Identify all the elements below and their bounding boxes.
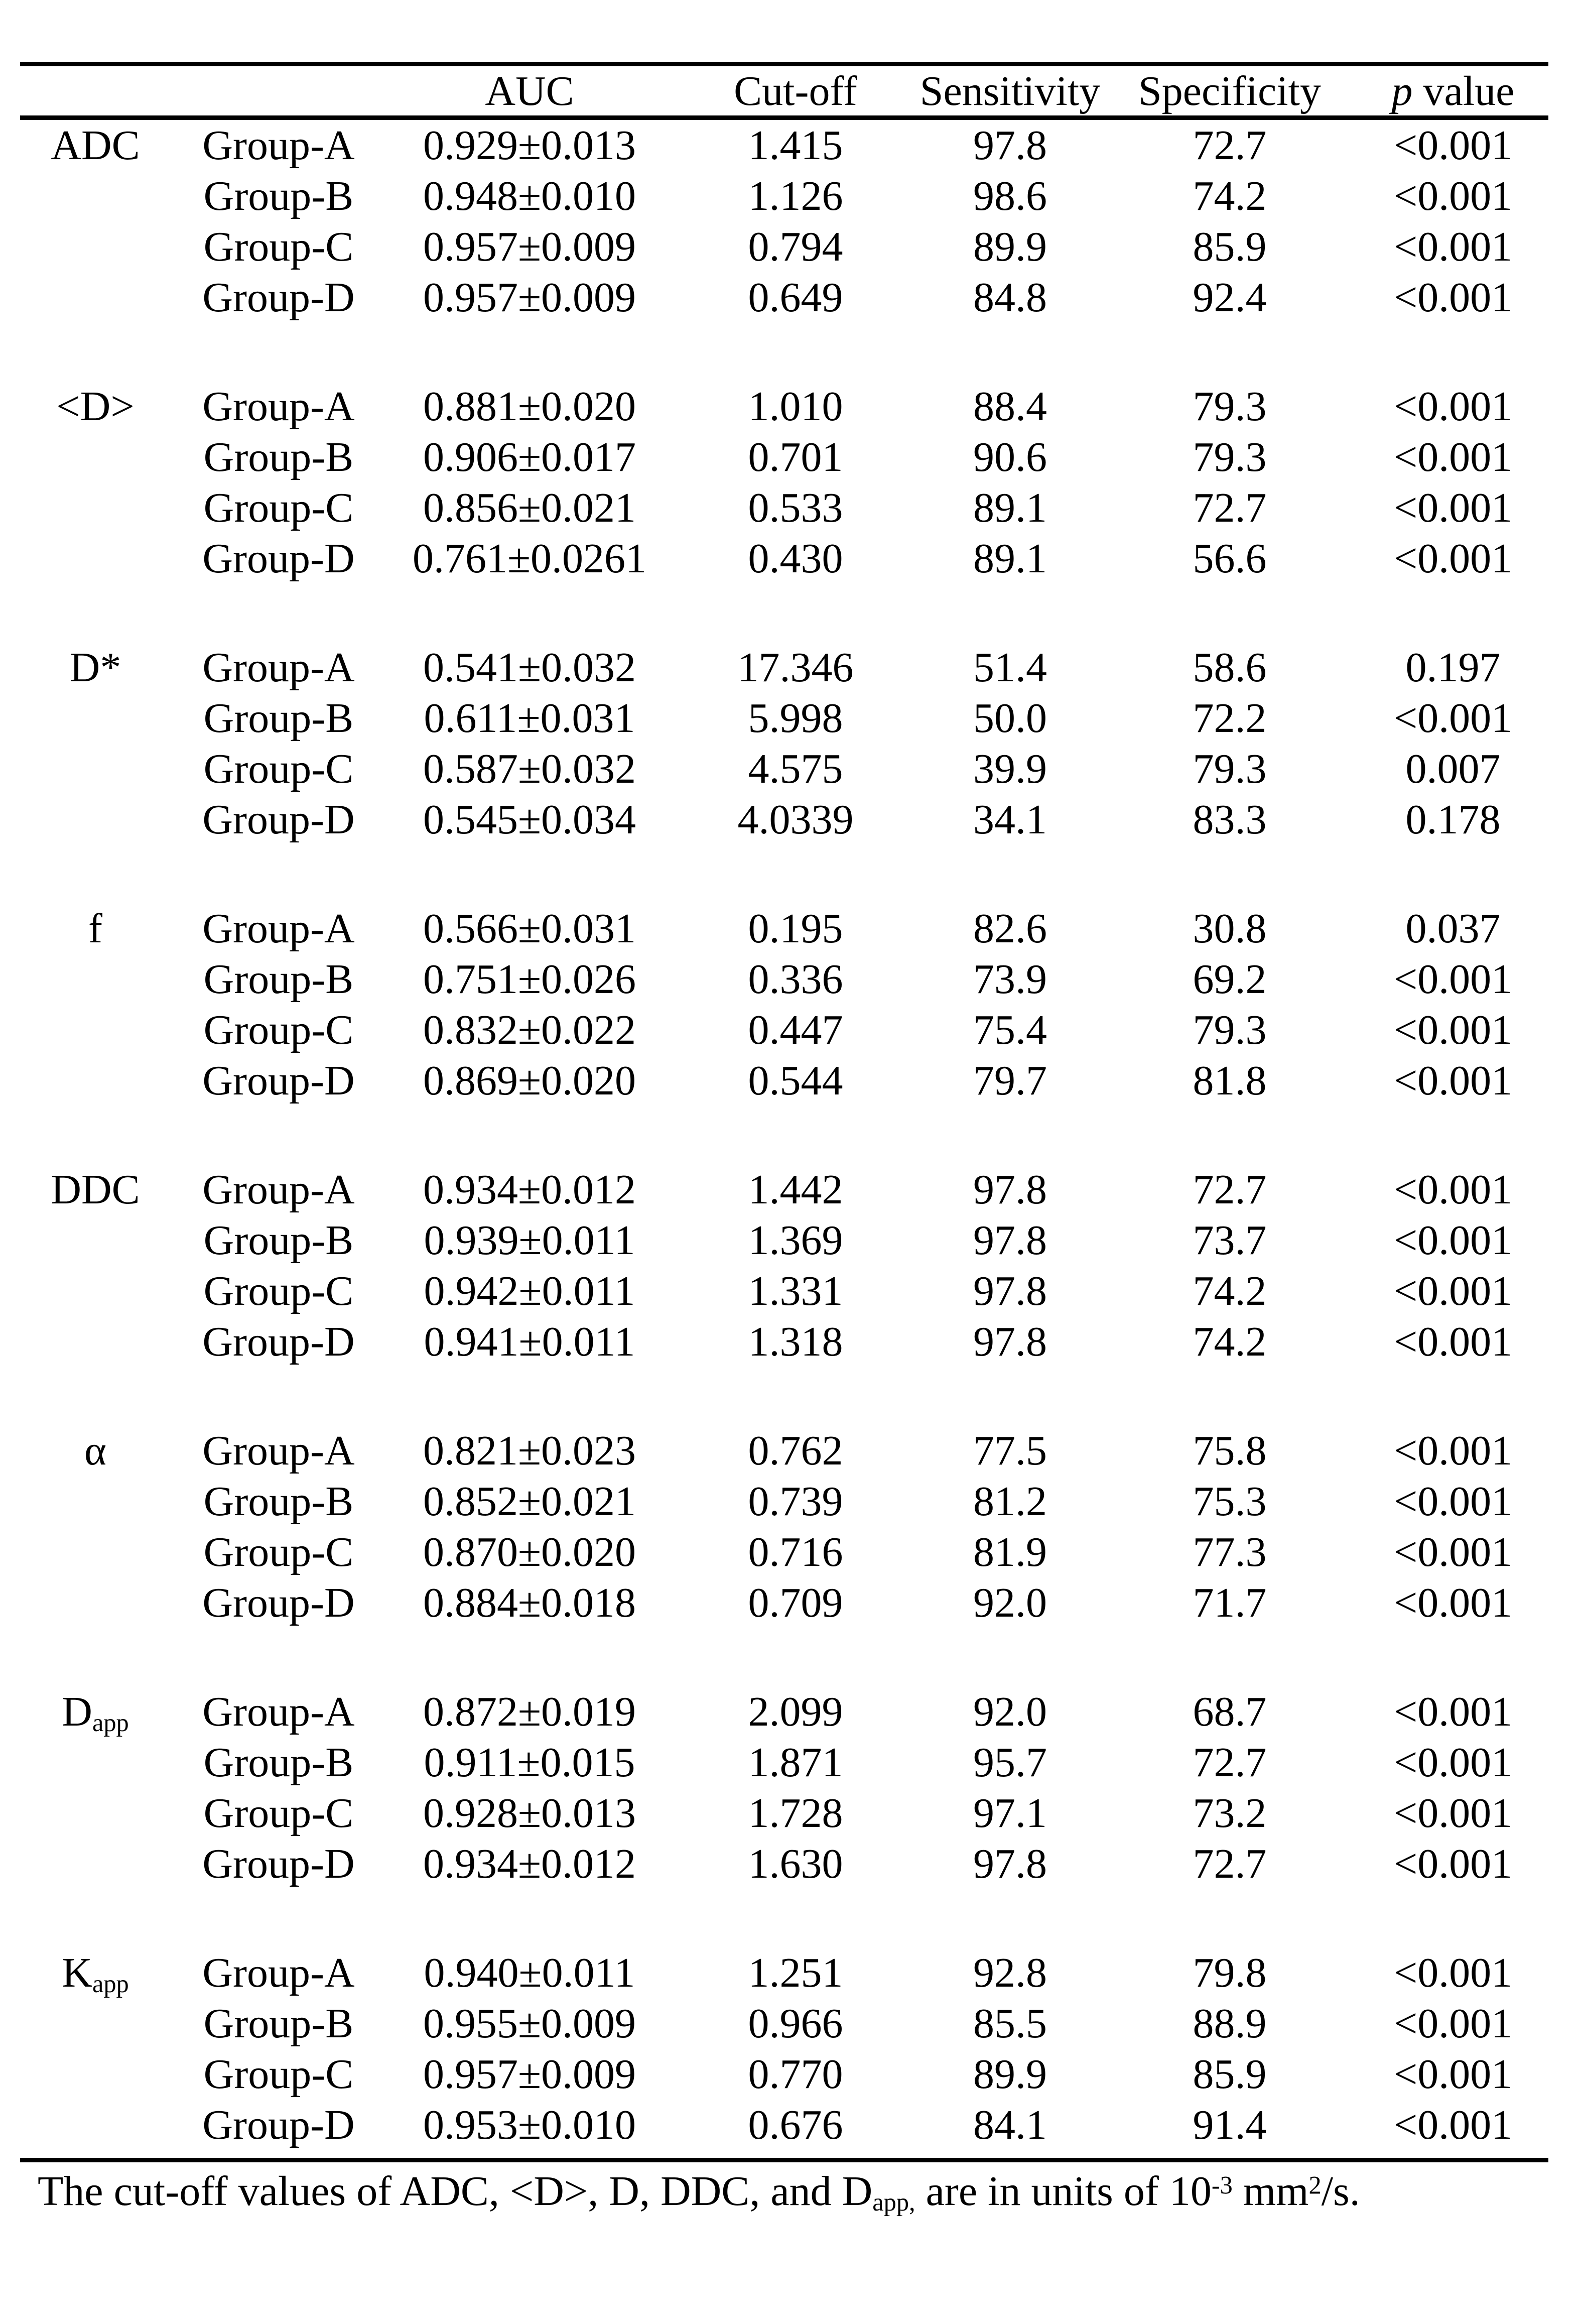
param-label [20, 1426, 171, 1475]
cutoff-cell: 0.794 [748, 223, 843, 270]
auc-cell: 0.869±0.020 [423, 1057, 636, 1104]
specificity-cell: 68.7 [1193, 1688, 1267, 1735]
p-cell: <0.001 [1393, 434, 1513, 480]
specificity-cell: 77.3 [1193, 1529, 1267, 1575]
p-cell: <0.001 [1393, 383, 1513, 430]
group-cell: Group-A [202, 905, 355, 952]
p-cell: <0.001 [1393, 1739, 1513, 1786]
param-label [20, 1165, 171, 1214]
cutoff-cell: 0.709 [748, 1579, 843, 1626]
p-cell: <0.001 [1393, 1166, 1513, 1213]
param-label [20, 1948, 171, 1997]
sensitivity-cell: 84.8 [973, 274, 1047, 321]
p-cell: <0.001 [1393, 1268, 1513, 1314]
specificity-cell: 79.3 [1193, 746, 1267, 792]
footnote-exp-minus3: -3 [1211, 2171, 1233, 2199]
group-cell: Group-B [203, 434, 354, 480]
specificity-cell: 72.7 [1193, 484, 1267, 531]
auc-cell: 0.939±0.011 [424, 1217, 635, 1264]
cutoff-cell: 4.0339 [737, 796, 854, 843]
sensitivity-cell: 95.7 [973, 1739, 1047, 1786]
auc-cell: 0.911±0.015 [424, 1739, 635, 1786]
specificity-cell: 71.7 [1193, 1579, 1267, 1626]
table-row [20, 693, 1548, 744]
specificity-cell: 72.7 [1193, 1166, 1267, 1213]
group-cell: Group-A [202, 1688, 355, 1735]
table-row [20, 954, 1548, 1005]
cutoff-cell: 1.126 [748, 173, 843, 219]
cutoff-cell: 1.251 [748, 1949, 843, 1996]
sensitivity-cell: 89.1 [973, 484, 1047, 531]
cutoff-cell: 17.346 [737, 644, 854, 691]
auc-cell: 0.955±0.009 [423, 2000, 636, 2047]
auc-cell: 0.856±0.021 [423, 484, 636, 531]
table-row [20, 794, 1548, 845]
p-cell: 0.197 [1405, 644, 1501, 691]
table-row [20, 482, 1548, 533]
p-italic: p [1391, 67, 1413, 114]
sensitivity-cell: 88.4 [973, 383, 1047, 430]
specificity-cell: 83.3 [1193, 796, 1267, 843]
table-row [20, 2049, 1548, 2100]
param-label [20, 382, 171, 431]
auc-cell: 0.881±0.020 [423, 383, 636, 430]
col-header-cutoff: Cut-off [734, 67, 857, 114]
block-gap [20, 584, 1548, 642]
sensitivity-cell: 89.9 [973, 223, 1047, 270]
specificity-cell: 92.4 [1193, 274, 1267, 321]
group-cell: Group-A [202, 1427, 355, 1474]
sensitivity-cell: 97.8 [973, 1217, 1047, 1264]
table-row [20, 642, 1548, 693]
auc-cell: 0.821±0.023 [423, 1427, 636, 1474]
specificity-cell: 74.2 [1193, 1268, 1267, 1314]
p-cell: 0.178 [1405, 796, 1501, 843]
p-cell: <0.001 [1393, 1427, 1513, 1474]
group-cell: Group-C [203, 1007, 354, 1053]
table-row [20, 171, 1548, 221]
footnote-part4: /s. [1321, 2168, 1360, 2215]
cutoff-cell: 1.010 [748, 383, 843, 430]
group-cell: Group-C [203, 2051, 354, 2098]
cutoff-cell: 2.099 [748, 1688, 843, 1735]
sensitivity-cell: 97.8 [973, 1841, 1047, 1887]
col-header-auc: AUC [485, 67, 574, 114]
group-cell: Group-C [203, 1790, 354, 1837]
param-label [20, 1687, 171, 1736]
specificity-cell: 75.3 [1193, 1478, 1267, 1525]
table-row [20, 1947, 1548, 1998]
auc-cell: 0.941±0.011 [424, 1318, 635, 1365]
param-base: DDC [51, 1166, 140, 1213]
specificity-cell: 79.8 [1193, 1949, 1267, 1996]
p-cell: <0.001 [1393, 1529, 1513, 1575]
p-cell: <0.001 [1393, 1579, 1513, 1626]
table-bottom-rule [20, 2158, 1548, 2162]
block-gap [20, 1889, 1548, 1947]
auc-cell: 0.940±0.011 [424, 1949, 635, 1996]
auc-cell: 0.870±0.020 [423, 1529, 636, 1575]
specificity-cell: 91.4 [1193, 2102, 1267, 2148]
table-header-row [20, 66, 1548, 115]
group-cell: Group-D [202, 535, 355, 582]
col-header-specificity: Specificity [1138, 67, 1321, 114]
p-cell: <0.001 [1393, 122, 1513, 169]
p-cell: <0.001 [1393, 2051, 1513, 2098]
sensitivity-cell: 75.4 [973, 1007, 1047, 1053]
group-cell: Group-C [203, 1529, 354, 1575]
specificity-cell: 85.9 [1193, 223, 1267, 270]
table-row [20, 1737, 1548, 1788]
group-cell: Group-C [203, 223, 354, 270]
auc-cell: 0.942±0.011 [424, 1268, 635, 1314]
auc-cell: 0.934±0.012 [423, 1166, 636, 1213]
cutoff-cell: 0.195 [748, 905, 843, 952]
p-cell: <0.001 [1393, 1790, 1513, 1837]
param-base: K [62, 1949, 92, 1996]
specificity-cell: 79.3 [1193, 383, 1267, 430]
specificity-cell: 74.2 [1193, 173, 1267, 219]
auc-cell: 0.957±0.009 [423, 2051, 636, 2098]
param-label [20, 643, 171, 692]
specificity-cell: 69.2 [1193, 956, 1267, 1003]
sensitivity-cell: 89.9 [973, 2051, 1047, 2098]
group-cell: Group-A [202, 644, 355, 691]
cutoff-cell: 0.966 [748, 2000, 843, 2047]
group-cell: Group-D [202, 1579, 355, 1626]
param-base: D* [69, 644, 121, 691]
p-cell: 0.037 [1405, 905, 1501, 952]
specificity-cell: 73.7 [1193, 1217, 1267, 1264]
auc-cell: 0.957±0.009 [423, 274, 636, 321]
group-cell: Group-B [203, 1739, 354, 1786]
group-cell: Group-C [203, 1268, 354, 1314]
sensitivity-cell: 89.1 [973, 535, 1047, 582]
specificity-cell: 85.9 [1193, 2051, 1267, 2098]
group-cell: Group-A [202, 1949, 355, 1996]
p-cell: <0.001 [1393, 535, 1513, 582]
sensitivity-cell: 39.9 [973, 746, 1047, 792]
auc-cell: 0.957±0.009 [423, 223, 636, 270]
p-cell: <0.001 [1393, 173, 1513, 219]
table-row [20, 1005, 1548, 1055]
group-cell: Group-B [203, 695, 354, 742]
table-row [20, 120, 1548, 171]
cutoff-cell: 0.649 [748, 274, 843, 321]
sensitivity-cell: 97.1 [973, 1790, 1047, 1837]
cutoff-cell: 0.716 [748, 1529, 843, 1575]
param-subscript: app [92, 1708, 129, 1737]
block-gap [20, 845, 1548, 903]
specificity-cell: 72.7 [1193, 1739, 1267, 1786]
auc-cell: 0.872±0.019 [423, 1688, 636, 1735]
cutoff-cell: 1.630 [748, 1841, 843, 1887]
group-cell: Group-B [203, 173, 354, 219]
table-row [20, 1788, 1548, 1839]
param-base: α [84, 1427, 106, 1474]
p-cell: <0.001 [1393, 2102, 1513, 2148]
group-cell: Group-D [202, 2102, 355, 2148]
table-row [20, 1527, 1548, 1577]
auc-cell: 0.929±0.013 [423, 122, 636, 169]
specificity-cell: 88.9 [1193, 2000, 1267, 2047]
auc-cell: 0.541±0.032 [423, 644, 636, 691]
sensitivity-cell: 79.7 [973, 1057, 1047, 1104]
table-row [20, 1055, 1548, 1106]
block-gap [20, 1367, 1548, 1425]
cutoff-cell: 1.415 [748, 122, 843, 169]
cutoff-cell: 0.447 [748, 1007, 843, 1053]
param-base: ADC [51, 122, 140, 169]
specificity-cell: 73.2 [1193, 1790, 1267, 1837]
cutoff-cell: 0.336 [748, 956, 843, 1003]
specificity-cell: 75.8 [1193, 1427, 1267, 1474]
table-row [20, 1839, 1548, 1889]
auc-cell: 0.545±0.034 [423, 796, 636, 843]
cutoff-cell: 0.430 [748, 535, 843, 582]
auc-cell: 0.928±0.013 [423, 1790, 636, 1837]
table-row [20, 1425, 1548, 1476]
group-cell: Group-B [203, 1478, 354, 1525]
table-row [20, 1998, 1548, 2049]
footnote-part2: are in units of 10 [915, 2168, 1212, 2215]
cutoff-cell: 0.739 [748, 1478, 843, 1525]
table-row [20, 1316, 1548, 1367]
group-cell: Group-B [203, 1217, 354, 1264]
p-cell: <0.001 [1393, 1217, 1513, 1264]
group-cell: Group-D [202, 1057, 355, 1104]
sensitivity-cell: 50.0 [973, 695, 1047, 742]
p-cell: <0.001 [1393, 1841, 1513, 1887]
sensitivity-cell: 73.9 [973, 956, 1047, 1003]
cutoff-cell: 1.728 [748, 1790, 843, 1837]
p-cell: <0.001 [1393, 1478, 1513, 1525]
group-cell: Group-A [202, 383, 355, 430]
specificity-cell: 72.7 [1193, 122, 1267, 169]
cutoff-cell: 1.331 [748, 1268, 843, 1314]
table-row [20, 1476, 1548, 1527]
table-row [20, 903, 1548, 954]
auc-cell: 0.751±0.026 [423, 956, 636, 1003]
group-cell: Group-B [203, 956, 354, 1003]
p-cell: <0.001 [1393, 1007, 1513, 1053]
table-row [20, 432, 1548, 482]
sensitivity-cell: 34.1 [973, 796, 1047, 843]
sensitivity-cell: 97.8 [973, 1268, 1047, 1314]
results-table [20, 62, 1548, 2162]
specificity-cell: 79.3 [1193, 434, 1267, 480]
auc-cell: 0.761±0.0261 [412, 535, 647, 582]
group-cell: Group-A [202, 122, 355, 169]
table-row [20, 2100, 1548, 2150]
p-cell: <0.001 [1393, 274, 1513, 321]
cutoff-cell: 1.871 [748, 1739, 843, 1786]
block-gap [20, 1106, 1548, 1164]
auc-cell: 0.948±0.010 [423, 173, 636, 219]
block-gap [20, 1628, 1548, 1686]
cutoff-cell: 0.701 [748, 434, 843, 480]
specificity-cell: 30.8 [1193, 905, 1267, 952]
p-cell: <0.001 [1393, 695, 1513, 742]
table-row [20, 221, 1548, 272]
table-row [20, 381, 1548, 432]
specificity-cell: 72.2 [1193, 695, 1267, 742]
p-cell: <0.001 [1393, 223, 1513, 270]
sensitivity-cell: 92.0 [973, 1579, 1047, 1626]
param-base: D [62, 1688, 92, 1735]
cutoff-cell: 1.442 [748, 1166, 843, 1213]
auc-cell: 0.832±0.022 [423, 1007, 636, 1053]
table-row [20, 1164, 1548, 1215]
sensitivity-cell: 92.8 [973, 1949, 1047, 1996]
param-subscript: app [92, 1970, 129, 1998]
cutoff-cell: 0.770 [748, 2051, 843, 2098]
p-cell: 0.007 [1405, 746, 1501, 792]
param-base: f [88, 905, 102, 952]
sensitivity-cell: 82.6 [973, 905, 1047, 952]
table-row [20, 1266, 1548, 1316]
param-base: <D> [56, 383, 135, 430]
auc-cell: 0.906±0.017 [423, 434, 636, 480]
group-cell: Group-D [202, 796, 355, 843]
table-row [20, 1215, 1548, 1266]
table-bottom-pad [20, 2150, 1548, 2158]
specificity-cell: 58.6 [1193, 644, 1267, 691]
specificity-cell: 81.8 [1193, 1057, 1267, 1104]
footnote-part3: mm [1232, 2168, 1309, 2215]
p-cell: <0.001 [1393, 1949, 1513, 1996]
p-cell: <0.001 [1393, 484, 1513, 531]
cutoff-cell: 5.998 [748, 695, 843, 742]
sensitivity-cell: 81.9 [973, 1529, 1047, 1575]
table-top-rule [20, 62, 1548, 66]
table-footnote [38, 2167, 1360, 2216]
param-label [20, 121, 171, 170]
footnote-part1: The cut-off values of ADC, <D>, D, DDC, and D [38, 2168, 873, 2215]
auc-cell: 0.884±0.018 [423, 1579, 636, 1626]
cutoff-cell: 1.318 [748, 1318, 843, 1365]
auc-cell: 0.934±0.012 [423, 1841, 636, 1887]
cutoff-cell: 4.575 [748, 746, 843, 792]
sensitivity-cell: 81.2 [973, 1478, 1047, 1525]
p-rest: value [1412, 67, 1515, 114]
cutoff-cell: 0.533 [748, 484, 843, 531]
auc-cell: 0.852±0.021 [423, 1478, 636, 1525]
p-cell: <0.001 [1393, 956, 1513, 1003]
specificity-cell: 79.3 [1193, 1007, 1267, 1053]
table-row [20, 272, 1548, 323]
cutoff-cell: 0.676 [748, 2102, 843, 2148]
cutoff-cell: 0.544 [748, 1057, 843, 1104]
table-row [20, 533, 1548, 584]
group-cell: Group-D [202, 1318, 355, 1365]
auc-cell: 0.953±0.010 [423, 2102, 636, 2148]
sensitivity-cell: 90.6 [973, 434, 1047, 480]
sensitivity-cell: 84.1 [973, 2102, 1047, 2148]
sensitivity-cell: 97.8 [973, 1166, 1047, 1213]
table-body [20, 120, 1548, 2150]
auc-cell: 0.566±0.031 [423, 905, 636, 952]
table-row [20, 744, 1548, 794]
footnote-exp-2: 2 [1308, 2171, 1322, 2199]
p-cell: <0.001 [1393, 1688, 1513, 1735]
group-cell: Group-D [202, 274, 355, 321]
param-label [20, 904, 171, 953]
col-header-p-value [1358, 67, 1548, 115]
p-cell: <0.001 [1393, 1318, 1513, 1365]
p-cell: <0.001 [1393, 2000, 1513, 2047]
group-cell: Group-D [202, 1841, 355, 1887]
sensitivity-cell: 97.8 [973, 122, 1047, 169]
specificity-cell: 56.6 [1193, 535, 1267, 582]
footnote-sub-app: app, [872, 2188, 915, 2217]
sensitivity-cell: 85.5 [973, 2000, 1047, 2047]
cutoff-cell: 1.369 [748, 1217, 843, 1264]
auc-cell: 0.587±0.032 [423, 746, 636, 792]
table-header-rule [20, 115, 1548, 120]
group-cell: Group-C [203, 484, 354, 531]
cutoff-cell: 0.762 [748, 1427, 843, 1474]
sensitivity-cell: 98.6 [973, 173, 1047, 219]
sensitivity-cell: 92.0 [973, 1688, 1047, 1735]
auc-cell: 0.611±0.031 [424, 695, 635, 742]
sensitivity-cell: 97.8 [973, 1318, 1047, 1365]
specificity-cell: 72.7 [1193, 1841, 1267, 1887]
sensitivity-cell: 77.5 [973, 1427, 1047, 1474]
group-cell: Group-A [202, 1166, 355, 1213]
group-cell: Group-C [203, 746, 354, 792]
specificity-cell: 74.2 [1193, 1318, 1267, 1365]
sensitivity-cell: 51.4 [973, 644, 1047, 691]
p-cell: <0.001 [1393, 1057, 1513, 1104]
block-gap [20, 323, 1548, 381]
group-cell: Group-B [203, 2000, 354, 2047]
table-row [20, 1686, 1548, 1737]
table-row [20, 1577, 1548, 1628]
col-header-sensitivity: Sensitivity [919, 67, 1101, 114]
